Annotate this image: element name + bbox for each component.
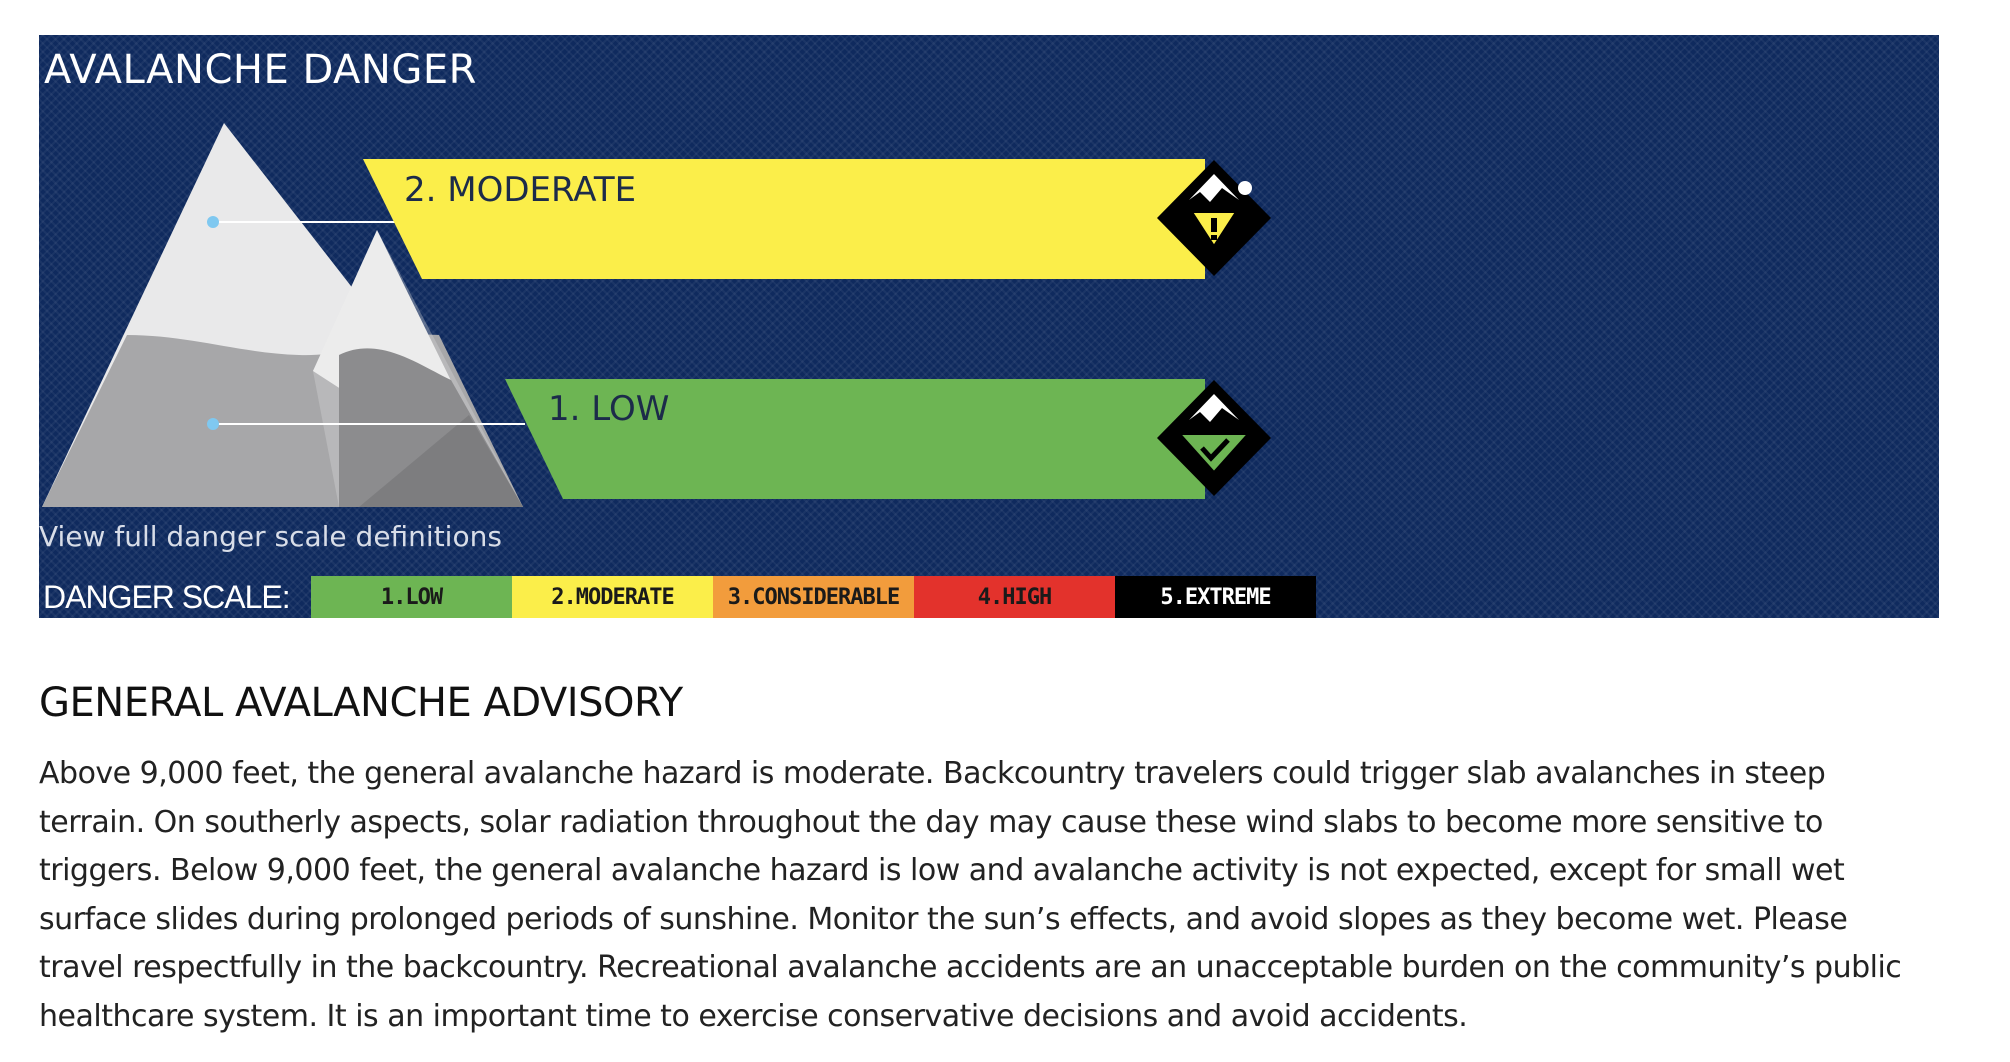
- upper-danger-band: [363, 159, 1205, 279]
- scale-level-moderate: 2.MODERATE: [512, 576, 713, 618]
- scale-level-considerable: 3.CONSIDERABLE: [713, 576, 914, 618]
- lower-elevation-dot: [207, 418, 219, 430]
- lower-danger-band: [505, 379, 1205, 499]
- lower-band-label: 1. LOW: [548, 389, 670, 429]
- scale-level-low: 1.LOW: [311, 576, 512, 618]
- scale-level-high: 4.HIGH: [914, 576, 1115, 618]
- avalanche-danger-panel: [39, 35, 1939, 618]
- upper-elevation-dot: [207, 216, 219, 228]
- panel-title: AVALANCHE DANGER: [44, 47, 477, 93]
- danger-scale-definitions-link[interactable]: View full danger scale definitions: [39, 520, 502, 553]
- upper-band-label: 2. MODERATE: [404, 170, 637, 210]
- danger-scale-label: DANGER SCALE:: [43, 578, 290, 615]
- advisory-title: GENERAL AVALANCHE ADVISORY: [39, 680, 683, 726]
- scale-level-extreme: 5.EXTREME: [1115, 576, 1316, 618]
- danger-scale-bar: [39, 576, 1316, 618]
- advisory-text: Above 9,000 feet, the general avalanche hazard is moderate. Backcountry travelers could trigger slab avalanches in steep terrain. On southerly aspects, solar radiation throughout the day may cause these wind slabs to become more sensitive to triggers. Below 9,000 feet, the general avalanche hazard is low and avalanche activity is not expected, except for small wet surface slides during prolonged periods of sunshine. Monitor the sun’s effects, and avoid slopes as they become wet. Please travel respectfully in the backcountry. Recreational avalanche accidents are an unacceptable burden on the community’s public healthcare system. It is an important time to exercise conservative decisions and avoid accidents.: [39, 756, 1902, 1034]
- danger-graphic: [39, 35, 1939, 535]
